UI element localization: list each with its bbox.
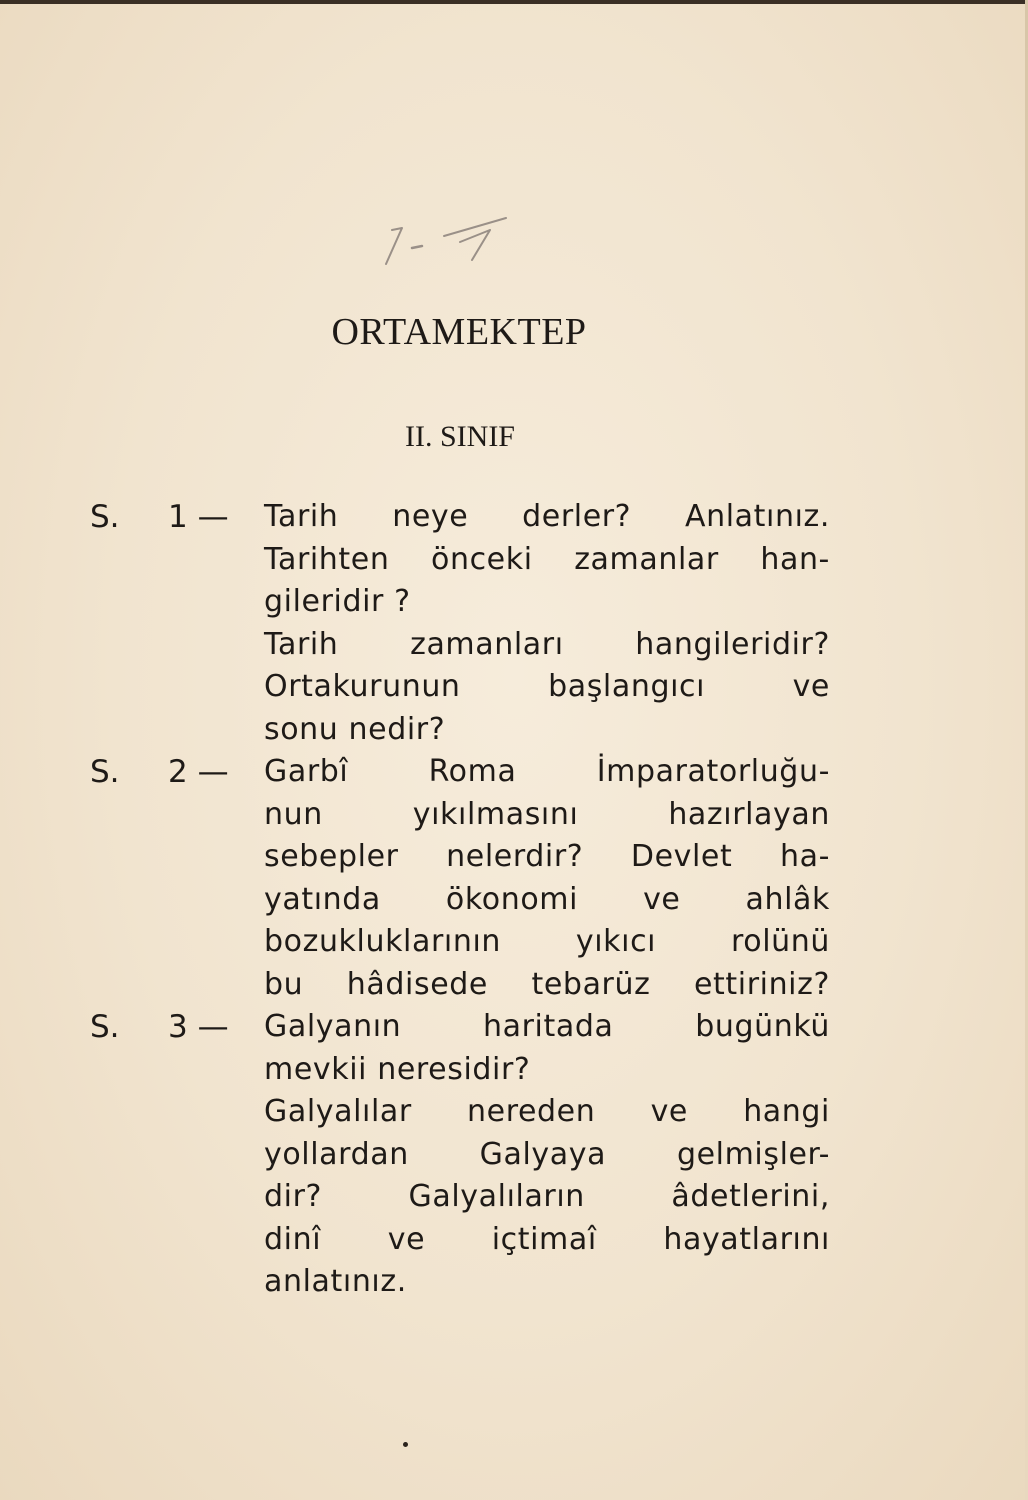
question-label: S. <box>90 499 120 535</box>
question-line: sonu nedir? <box>264 711 446 747</box>
question-line: bu hâdisede tebarüz ettiriniz? <box>264 966 830 1002</box>
question-line: Tarihten önceki zamanlar han- <box>264 541 830 577</box>
question-label: S. <box>90 1009 120 1045</box>
question-line: Galyanın haritada bugünkü <box>264 1009 830 1044</box>
page-title: ORTAMEKTEP <box>331 311 587 353</box>
question-line: Garbî Roma İmparatorluğu- <box>264 754 830 789</box>
pencil-annotation <box>378 212 518 272</box>
question-text <box>264 751 830 1006</box>
question-line: yollardan Galyaya gelmişler- <box>264 1136 830 1172</box>
question-line: Ortakurunun başlangıcı ve <box>264 669 830 704</box>
question-number: 3 — <box>168 1009 229 1045</box>
question-line: sebepler nelerdir? Devlet ha- <box>264 839 830 874</box>
question-line: nun yıkılmasını hazırlayan <box>264 796 830 832</box>
question-number: 1 — <box>168 499 229 535</box>
question-line: anlatınız. <box>264 1264 407 1299</box>
question-line: Tarih neye derler? Anlatınız. <box>264 499 830 534</box>
page-top-edge <box>0 0 1028 4</box>
question-number: 2 — <box>168 754 229 790</box>
question-line: gileridir ? <box>264 584 411 619</box>
question-item <box>0 1006 1028 1304</box>
ink-speck <box>403 1442 408 1447</box>
question-item <box>0 751 1028 1006</box>
question-line: dinî ve içtimaî hayatlarını <box>264 1221 830 1257</box>
question-label: S. <box>90 754 120 790</box>
question-list <box>0 496 1028 1304</box>
question-item <box>0 496 1028 751</box>
question-line: Galyalılar nereden ve hangi <box>264 1094 830 1129</box>
question-line: bozukluklarının yıkıcı rolünü <box>264 924 830 959</box>
question-text <box>264 496 830 751</box>
class-subtitle: II. SINIF <box>405 420 515 453</box>
question-line: Tarih zamanları hangileridir? <box>264 626 830 662</box>
question-line: yatında ökonomi ve ahlâk <box>264 881 830 917</box>
question-text <box>264 1006 830 1304</box>
question-line: mevkii neresidir? <box>264 1051 531 1087</box>
question-line: dir? Galyalıların âdetlerini, <box>264 1179 830 1214</box>
